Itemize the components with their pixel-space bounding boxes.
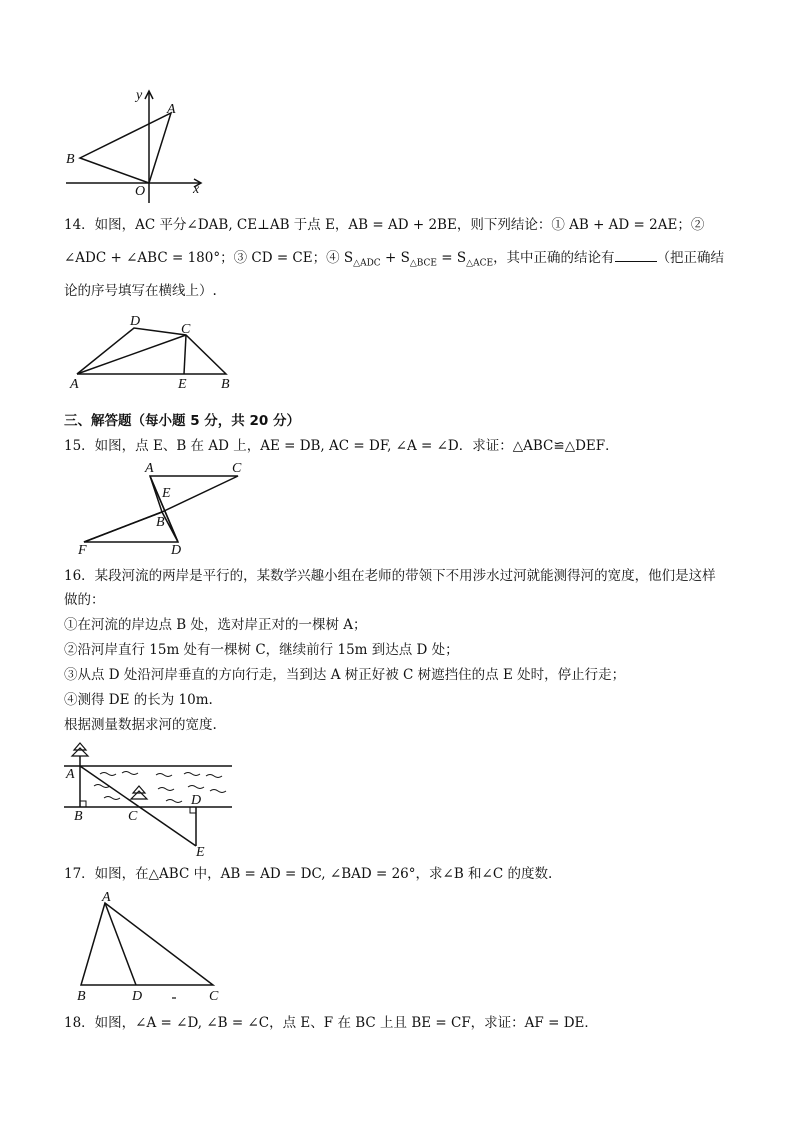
fig16-b-label: B <box>74 809 83 824</box>
q14-line2-mid: ，其中正确的结论有 <box>493 250 615 266</box>
q16-step2: ②沿河岸直行 15m 处有一棵树 C，继续前行 15m 到达点 D 处； <box>64 642 459 658</box>
fig17-c-label: C <box>209 989 219 1004</box>
q16-river-figure <box>60 740 240 860</box>
q16-step1: ①在河流的岸边点 B 处，选对岸正对的一棵树 A； <box>64 617 367 633</box>
q16-step3: ③从点 D 处沿河岸垂直的方向行走，当到达 A 树正好被 C 树遮挡住的点 E 处时，停止行走； <box>64 667 626 683</box>
q16-line1: 16．某段河流的两岸是平行的，某数学兴趣小组在老师的带领下不用涉水过河就能测得河的宽度，他们是这样 <box>64 568 716 584</box>
fig16-c-label: C <box>128 809 138 824</box>
fig15-b-label: B <box>156 515 165 530</box>
q13-coordinate-figure <box>60 85 210 205</box>
fig14-a-label: A <box>70 377 79 392</box>
fig14-d-label: D <box>130 314 141 329</box>
x-axis-label: x <box>193 182 200 197</box>
q16-step4: ④测得 DE 的长为 10m. <box>64 692 213 708</box>
fig15-d-label: D <box>171 543 182 558</box>
q14-quadrilateral-figure <box>66 312 246 392</box>
q14-plus: + S <box>380 250 410 266</box>
y-axis-label: y <box>136 88 143 103</box>
fig16-e-label: E <box>196 845 205 860</box>
q18-text: 18．如图，∠A = ∠D, ∠B = ∠C，点 E、F 在 BC 上且 BE = CF，求证：AF = DE． <box>64 1015 598 1031</box>
answer-blank[interactable] <box>615 249 657 262</box>
q15-figure <box>72 460 252 556</box>
area-ace-sub: △ACE <box>466 258 494 269</box>
fig15-c-label: C <box>232 461 242 476</box>
fig16-a-label: A <box>66 767 75 782</box>
area-bce-sub: △BCE <box>409 258 438 269</box>
q15-text: 15．如图，点 E、B 在 AD 上，AE = DB, AC = DF, ∠A = ∠D．求证：△ABC≌△DEF． <box>64 438 619 454</box>
fig15-e-label: E <box>162 486 171 501</box>
fig14-c-label: C <box>181 322 191 337</box>
q16-ask: 根据测量数据求河的宽度. <box>64 717 217 733</box>
fig15-a-label: A <box>145 461 154 476</box>
point-a-label: A <box>167 102 176 117</box>
q17-triangle-figure <box>72 890 232 1005</box>
fig17-b-label: B <box>77 989 86 1004</box>
q14-line1: 14．如图，AC 平分∠DAB, CE⊥AB 于点 E，AB = AD + 2BE，则下列结论：① AB + AD = 2AE；② <box>64 217 705 233</box>
fig17-d-label: D <box>132 989 143 1004</box>
q14-line2-start: ∠ADC + ∠ABC = 180°；③ CD = CE；④ S <box>64 250 354 266</box>
q14-eq: = S <box>437 250 467 266</box>
q16-line2: 做的： <box>64 592 105 608</box>
q17-text: 17．如图，在△ABC 中，AB = AD = DC, ∠BAD = 26°，求∠B 和∠C 的度数. <box>64 866 553 882</box>
q14-line2 <box>64 249 724 273</box>
section-3-heading: 三、解答题（每小题 5 分，共 20 分） <box>64 413 300 429</box>
fig14-e-label: E <box>178 377 187 392</box>
fig16-d-label: D <box>191 793 202 808</box>
point-o-label: O <box>135 184 146 199</box>
q14-line3: 论的序号填写在横线上）. <box>64 283 217 299</box>
fig14-b-label: B <box>221 377 230 392</box>
point-b-label: B <box>66 152 75 167</box>
area-adc-sub: △ADC <box>353 258 381 269</box>
fig17-a-label: A <box>102 890 111 905</box>
fig15-f-label: F <box>78 543 87 558</box>
q14-line2-end: （把正确结 <box>656 250 725 266</box>
